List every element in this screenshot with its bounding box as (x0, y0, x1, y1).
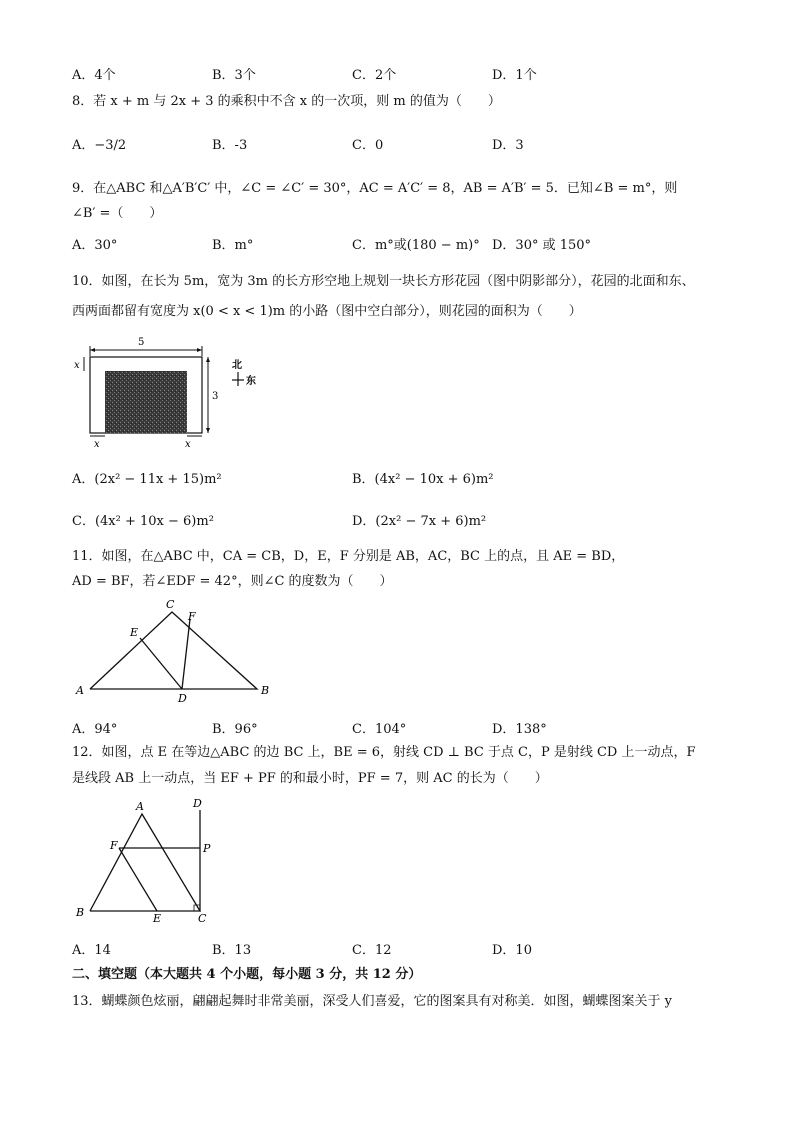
q12-stem-line1: 12．如图，点 E 在等边△ABC 的边 BC 上，BE = 6，射线 CD ⊥ BC 于点 C，P 是射线 CD 上一动点，F (72, 745, 696, 760)
q12-label-d: D (193, 797, 202, 810)
q10-stem-line2: 西两面都留有宽度为 x(0 < x < 1)m 的小路（图中空白部分），则花园的面积为（ ） (72, 304, 582, 319)
q10-option-c: C．(4x² + 10x − 6)m² (72, 514, 214, 529)
q10-compass-east: 东 (246, 376, 256, 387)
q7-option-b: B．3个 (212, 68, 256, 83)
q11-label-e: E (130, 626, 139, 639)
q7-option-c: C．2个 (352, 68, 397, 83)
q11-figure (72, 596, 282, 706)
q11-label-b: B (261, 684, 270, 697)
q9-option-b: B．m° (212, 238, 254, 253)
q11-label-d: D (178, 692, 187, 705)
q10-option-b: B．(4x² − 10x + 6)m² (352, 472, 494, 487)
q9-option-c: C．m°或(180 − m)° (352, 238, 480, 253)
q8-option-d: D．3 (492, 138, 524, 153)
q10-option-a: A．(2x² − 11x + 15)m² (72, 472, 222, 487)
q12-label-p: P (203, 842, 211, 855)
q12-label-e: E (153, 912, 162, 925)
q10-label-top: 5 (138, 337, 145, 348)
q11-label-f: F (188, 610, 196, 623)
q13-stem: 13．蝴蝶颜色炫丽，翩翩起舞时非常美丽，深受人们喜爱，它的图案具有对称美．如图，蝴蝶图案关于 y (72, 994, 673, 1009)
q12-label-f: F (110, 839, 118, 852)
q12-stem-line2: 是线段 AB 上一动点，当 EF + PF 的和最小时，PF = 7，则 AC 的长为（ ） (72, 771, 548, 786)
q9-option-a: A．30° (72, 238, 118, 253)
q12-option-a: A．14 (72, 943, 111, 958)
q9-stem-line2: ∠B′ =（ ） (72, 206, 163, 221)
q11-label-c: C (166, 598, 175, 611)
q12-label-b: B (76, 906, 85, 919)
q8-option-a: A．−3/2 (72, 138, 127, 153)
q11-option-d: D．138° (492, 722, 547, 737)
q7-option-a: A．4个 (72, 68, 116, 83)
section-heading: 二、填空题（本大题共 4 个小题，每小题 3 分，共 12 分） (72, 967, 422, 982)
q10-label-right: 3 (212, 391, 219, 402)
q10-compass-north: 北 (232, 360, 242, 371)
q9-option-d: D．30° 或 150° (492, 238, 592, 253)
q8-option-b: B．-3 (212, 138, 248, 153)
q12-label-a: A (136, 800, 144, 813)
q11-label-a: A (76, 684, 84, 697)
q10-label-bottom-right: x (185, 439, 191, 450)
q9-stem-line1: 9．在△ABC 和△A′B′C′ 中，∠C = ∠C′ = 30°，AC = A′C′ = 8，AB = A′B′ = 5．已知∠B = m°，则 (72, 181, 678, 196)
q12-option-c: C．12 (352, 943, 392, 958)
q10-label-left: x (74, 360, 80, 371)
q12-option-d: D．10 (492, 943, 532, 958)
q8-stem: 8．若 x + m 与 2x + 3 的乘积中不含 x 的一次项，则 m 的值为（ ） (72, 94, 501, 109)
q8-option-c: C．0 (352, 138, 384, 153)
q12-figure (72, 796, 232, 926)
q10-stem-line1: 10．如图，在长为 5m，宽为 3m 的长方形空地上规划一块长方形花园（图中阴影部分），花园的北面和东、 (72, 274, 695, 289)
q11-option-a: A．94° (72, 722, 118, 737)
q10-option-d: D．(2x² − 7x + 6)m² (352, 514, 487, 529)
q7-option-d: D．1个 (492, 68, 537, 83)
q11-option-b: B．96° (212, 722, 258, 737)
q12-label-c: C (198, 912, 207, 925)
q12-option-b: B．13 (212, 943, 252, 958)
q10-label-bottom-left: x (94, 439, 100, 450)
q10-figure (72, 330, 272, 450)
q11-option-c: C．104° (352, 722, 407, 737)
q11-stem-line2: AD = BF，若∠EDF = 42°，则∠C 的度数为（ ） (72, 574, 393, 589)
q11-stem-line1: 11．如图，在△ABC 中，CA = CB，D，E，F 分别是 AB，AC，BC 上的点，且 AE = BD， (72, 549, 625, 564)
